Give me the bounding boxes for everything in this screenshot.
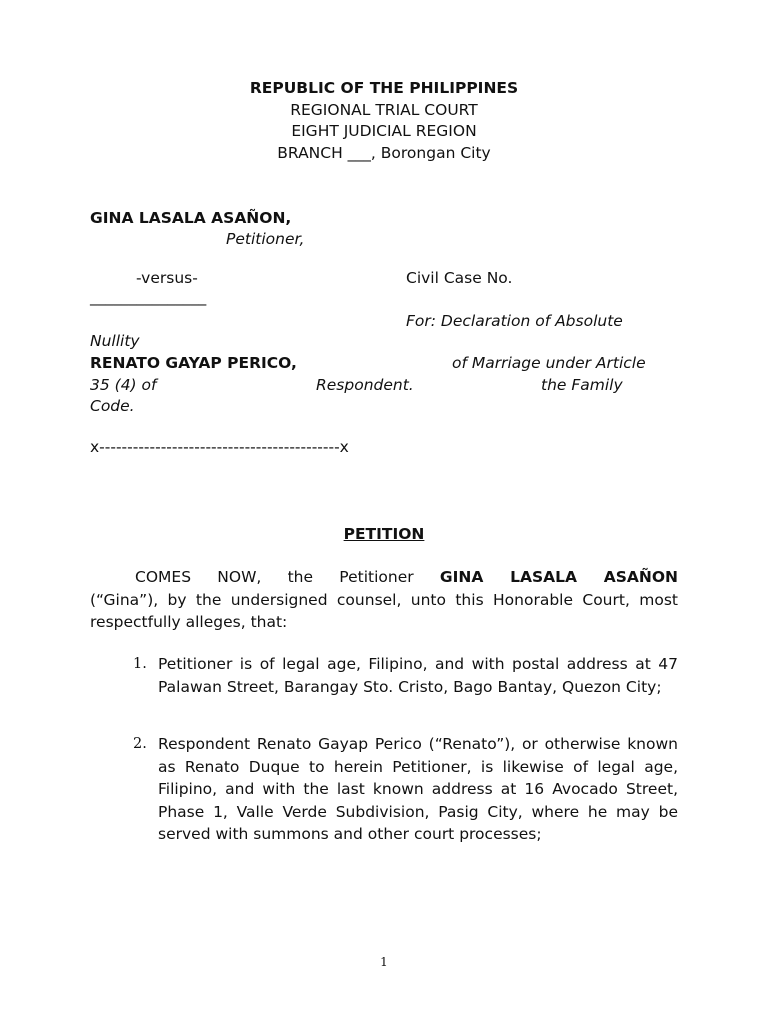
- petitioner-name: GINA LASALA ASAÑON,: [90, 209, 292, 227]
- petitioner-role: Petitioner,: [226, 230, 305, 248]
- page-number: 1: [380, 955, 388, 969]
- case-nature-marriage: of Marriage under Article: [452, 354, 646, 372]
- republic-heading: REPUBLIC OF THE PHILIPPINES: [249, 79, 519, 97]
- intro-petitioner-name: GINA LASALA ASAÑON: [439, 568, 678, 586]
- case-nature-article: 35 (4) of: [90, 376, 157, 394]
- intro-lead: COMES NOW, the Petitioner: [135, 568, 414, 586]
- case-nature-nullity: Nullity: [90, 332, 140, 350]
- caption-separator: x-------------------------------------------x: [90, 438, 349, 456]
- allegation-text: Petitioner is of legal age, Filipino, and with postal address at 47 Palawan Street, Barangay Sto. Cristo, Bago Bantay, Quezon City;: [158, 655, 678, 696]
- case-nature-code: Code.: [90, 397, 135, 415]
- intro-paragraph: [90, 566, 678, 634]
- respondent-name: RENATO GAYAP PERICO,: [90, 354, 297, 372]
- branch-heading: BRANCH ___, Borongan City: [277, 144, 491, 162]
- court-heading: REGIONAL TRIAL COURT: [290, 101, 478, 119]
- allegation-item: [133, 653, 678, 698]
- respondent-role: Respondent.: [316, 376, 414, 394]
- signature-blank-line: _______________: [90, 288, 207, 306]
- allegation-text: Respondent Renato Gayap Perico (“Renato”), or otherwise known as Renato Duque to herein Petitioner, is likewise of legal age, Filipino, and with the last known address at 16 Avocado Street, Phase 1, Valle Verde Subdivision, Pasig City, where he may be served with summons and other court processes;: [158, 735, 678, 843]
- allegation-item: [133, 733, 678, 846]
- intro-rest: (“Gina”), by the undersigned counsel, unto this Honorable Court, most respectfully alleges, that:: [90, 590, 678, 631]
- versus-label: -versus-: [136, 269, 198, 287]
- allegation-number: 1.: [133, 656, 147, 672]
- petition-title: PETITION: [343, 525, 425, 543]
- region-heading: EIGHT JUDICIAL REGION: [291, 122, 477, 140]
- case-nature-label: For: Declaration of Absolute: [406, 312, 623, 330]
- case-nature-family: the Family: [541, 376, 623, 394]
- allegation-number: 2.: [133, 736, 147, 752]
- civil-case-label: Civil Case No.: [406, 269, 513, 287]
